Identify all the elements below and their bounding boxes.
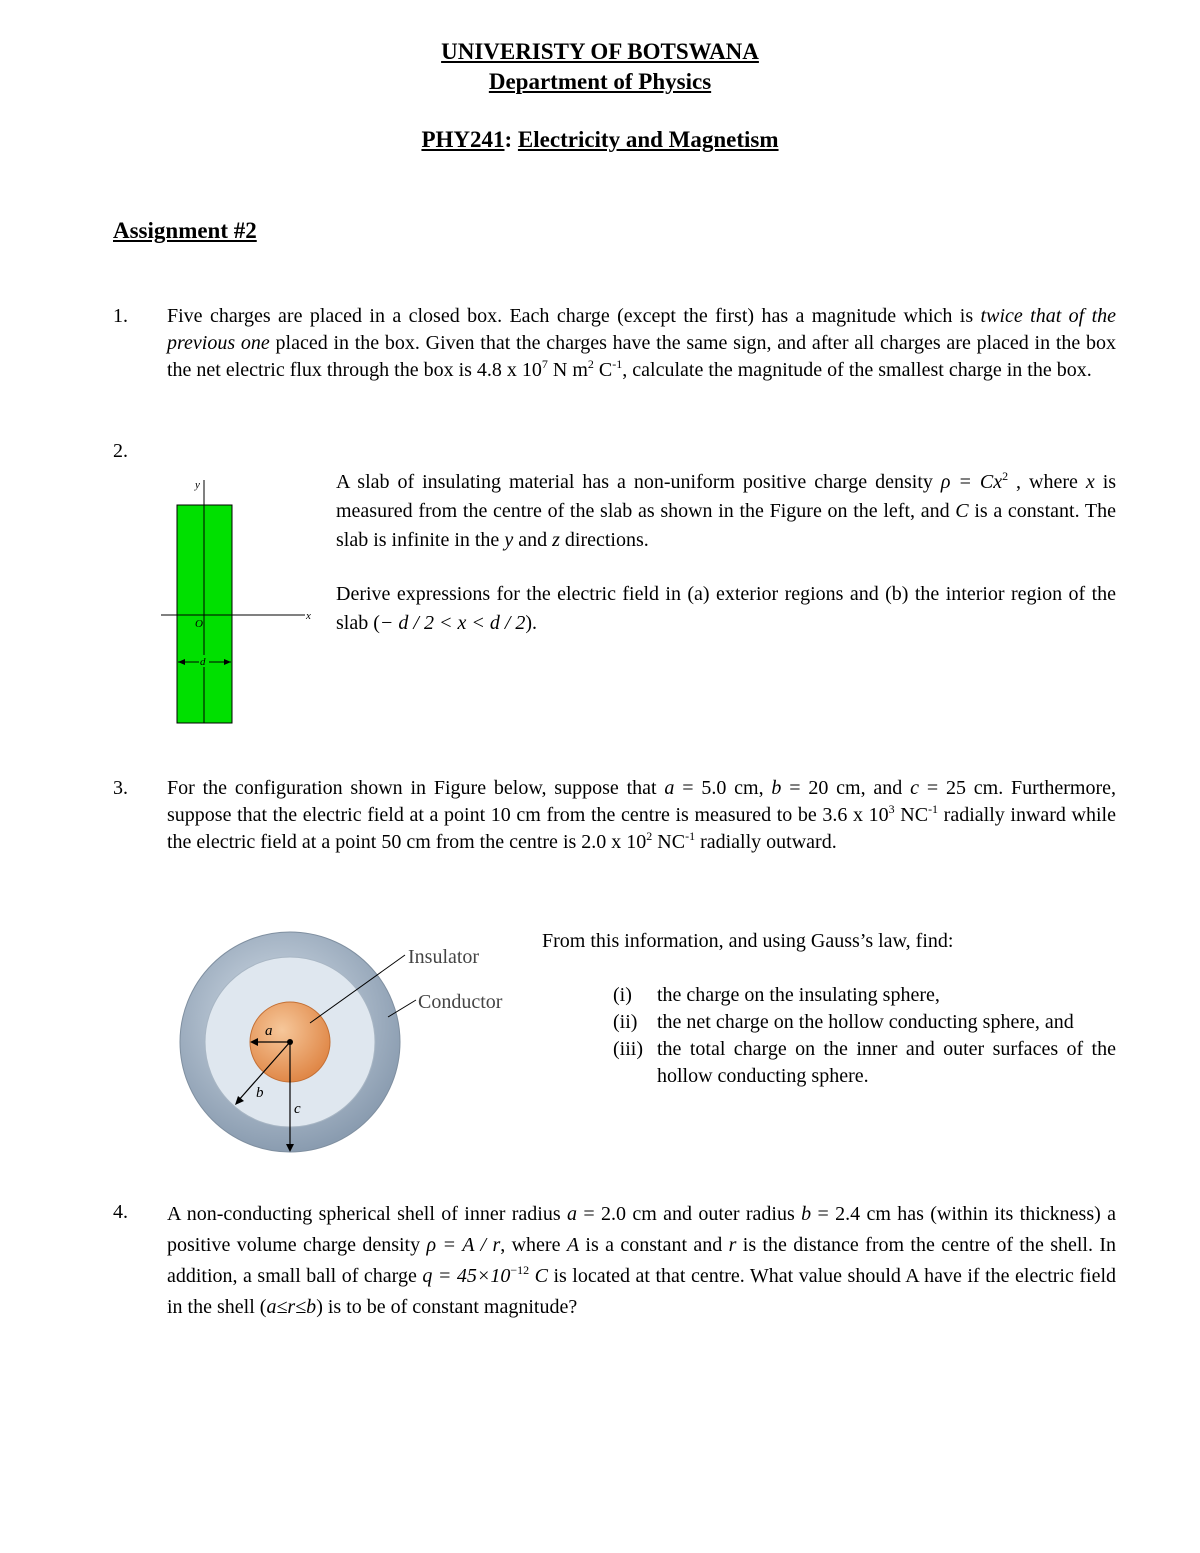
- q3-exp-3: 2: [646, 829, 653, 843]
- q4-A: A: [566, 1234, 580, 1256]
- q3-c: c: [910, 777, 920, 799]
- q2-paragraph-2: [336, 580, 1116, 638]
- origin-label: O: [195, 618, 203, 630]
- q3-text-3: = 20 cm, and: [781, 777, 911, 799]
- q3-text-4: = 25 cm. Furthermore, suppose that the electric field at a point 10 cm from the centre is measured to be 3.6 x 10: [167, 777, 1116, 826]
- q4-rho: ρ = A / r: [426, 1234, 501, 1256]
- q2-text-4: is measured from the centre of the slab as shown in the Figure on the left, and: [336, 471, 1117, 522]
- q1-text-5: , calculate the magnitude of the smallest charge in the box.: [622, 359, 1092, 381]
- q4-text-8: ) is to be of constant magnitude?: [316, 1296, 578, 1318]
- q2-z: z: [552, 529, 560, 551]
- q3-item-iii: [613, 1036, 1116, 1090]
- q1-exp-2: 2: [587, 357, 594, 371]
- q3-exp-2: -1: [928, 802, 939, 816]
- q1-text: [167, 303, 1116, 384]
- department-title: Department of Physics: [488, 69, 712, 94]
- q3-item-i-marker: (i): [613, 984, 632, 1006]
- q3-item-ii-text: the net charge on the hollow conducting sphere, and: [657, 1011, 1074, 1033]
- q2-text-2: ,: [1008, 471, 1022, 493]
- q2-text-9: ).: [525, 612, 538, 634]
- q2-text-6: and: [513, 529, 553, 551]
- q4-text-5: is a constant and: [579, 1234, 729, 1256]
- x-axis-label: x: [306, 610, 311, 622]
- q3-b: b: [771, 777, 782, 799]
- q4-q: q = 45×10: [422, 1265, 511, 1287]
- q4-text-4: , where: [500, 1234, 567, 1256]
- q3-list: [613, 982, 1116, 1090]
- q4-text-2: = 2.0 cm and outer radius: [577, 1203, 802, 1225]
- q1-text-2: placed in the box. Given that the charges have the same sign, and after all charges are placed in the box the net electric flux through the box is 4.8 x 10: [167, 332, 1116, 381]
- q1-text-4: C: [593, 359, 613, 381]
- q2-text-7: directions.: [559, 529, 649, 551]
- q3-text-5: NC: [894, 804, 929, 826]
- label-c: c: [294, 1101, 301, 1117]
- label-b: b: [256, 1085, 264, 1101]
- q2-text-3: where: [1029, 471, 1086, 493]
- q3-number: 3.: [113, 777, 128, 799]
- assignment-title: Assignment #2: [113, 218, 257, 243]
- q3-exp-4: -1: [685, 829, 696, 843]
- q2-text-5: is a constant. The slab is infinite in the: [336, 500, 1117, 551]
- sphere-figure: [175, 920, 535, 1160]
- q4-text-1: A non-conducting spherical shell of inner radius: [167, 1203, 567, 1225]
- q3-item-i-text: the charge on the insulating sphere,: [657, 984, 940, 1006]
- q3-text-7: NC: [652, 831, 686, 853]
- q2-C: C: [955, 500, 969, 522]
- q2-text-1: A slab of insulating material has a non-uniform positive charge density: [336, 471, 941, 493]
- y-axis-label: y: [195, 479, 200, 491]
- q4-q-exp: −12: [510, 1263, 530, 1277]
- q4-r: r: [728, 1234, 737, 1256]
- q3-item-iii-text: the total charge on the inner and outer surfaces of the hollow conducting sphere.: [657, 1038, 1116, 1087]
- q2-x: x: [1085, 471, 1095, 493]
- q1-text-1: Five charges are placed in a closed box. Each charge (except the first) has a magnitude which is: [167, 305, 981, 327]
- q3-item-iii-marker: (iii): [613, 1038, 643, 1060]
- course-title: Electricity and Magnetism: [517, 127, 779, 152]
- q1-number: 1.: [113, 305, 128, 327]
- q4-text: [167, 1199, 1116, 1323]
- q3-subitems: [613, 982, 1116, 1090]
- q2-range: − d / 2 < x < d / 2: [379, 612, 526, 634]
- q3-text-2: = 5.0 cm,: [674, 777, 772, 799]
- university-title: UNIVERISTY OF BOTSWANA: [441, 39, 759, 64]
- q4-text-6: is the distance from the centre of the shell. In addition, a small ball of charge: [167, 1234, 1117, 1287]
- q4-number: 4.: [113, 1201, 128, 1223]
- q4-text-3: = 2.4 cm has (within its thickness) a positive volume charge density: [167, 1203, 1116, 1256]
- d-label: d: [200, 656, 206, 668]
- q3-text-8: radially outward.: [695, 831, 837, 853]
- q3-intro: From this information, and using Gauss’s law, find:: [542, 930, 954, 952]
- course-code: PHY241: [421, 127, 505, 152]
- q1-text-italic: twice that of the previous one: [167, 305, 1117, 354]
- q2-paragraph-1: [336, 468, 1116, 555]
- q2-y: y: [504, 529, 514, 551]
- q4-text-7: is located at that centre. What value should A have if the electric field in the shell (: [167, 1265, 1116, 1318]
- q3-text: [167, 775, 1116, 856]
- insulator-label: Insulator: [408, 946, 480, 968]
- q4-a: a: [567, 1203, 577, 1225]
- q2-rho: ρ = Cx: [940, 471, 1003, 493]
- q1-exp-3: -1: [612, 357, 623, 371]
- slab-figure: [155, 470, 325, 735]
- q3-item-i: [613, 982, 1116, 1009]
- conductor-label: Conductor: [418, 991, 503, 1013]
- q2-rho-exp: 2: [1002, 469, 1009, 483]
- q4-b: b: [801, 1203, 812, 1225]
- q3-text-1: For the configuration shown in Figure below, suppose that: [167, 777, 665, 799]
- q1-exp-1: 7: [541, 357, 548, 371]
- q4-q-unit: C: [529, 1265, 548, 1287]
- label-a: a: [265, 1023, 273, 1039]
- q3-text-6: radially inward while the electric field at a point 50 cm from the centre is 2.0 x 10: [167, 804, 1116, 853]
- q3-item-ii: [613, 1009, 1116, 1036]
- q2-number: 2.: [113, 440, 128, 462]
- q4-range: a≤r≤b: [266, 1296, 317, 1318]
- q3-a: a: [664, 777, 675, 799]
- q3-exp-1: 3: [888, 802, 895, 816]
- course-heading: [0, 126, 1200, 154]
- q3-item-ii-marker: (ii): [613, 1011, 638, 1033]
- q1-text-3: N m: [547, 359, 588, 381]
- course-sep: :: [504, 127, 518, 152]
- q2-text-8: Derive expressions for the electric field in (a) exterior regions and (b) the interior region of the slab (: [336, 583, 1116, 634]
